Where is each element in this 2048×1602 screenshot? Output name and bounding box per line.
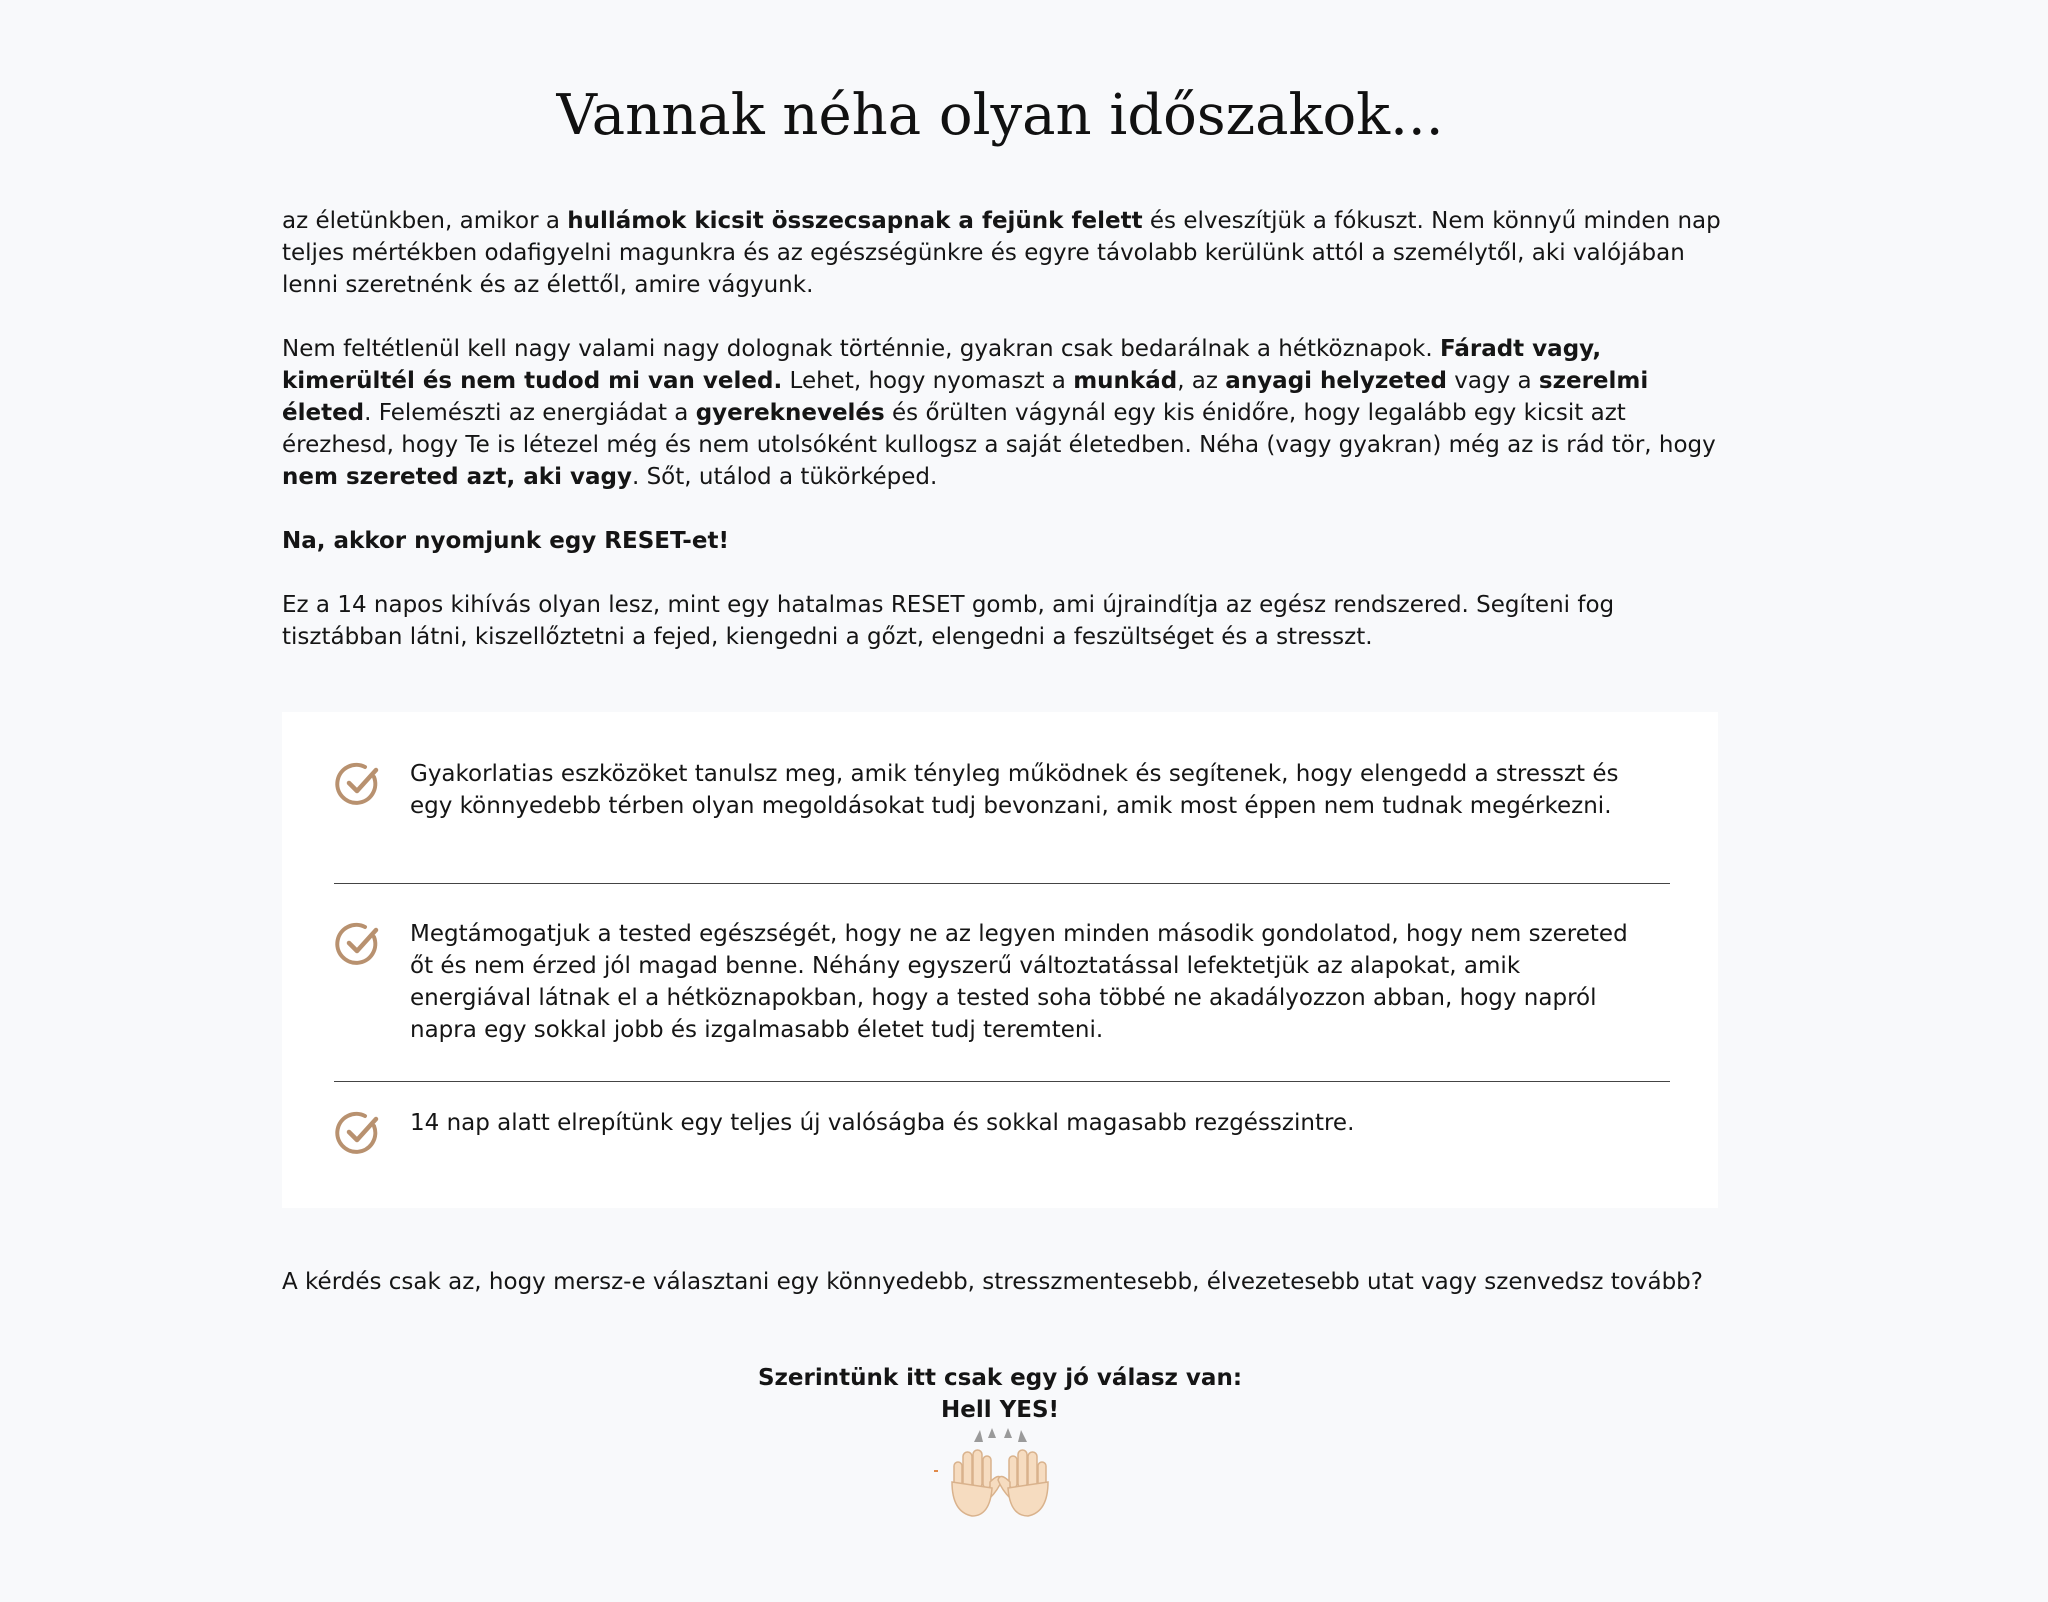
intro-paragraph-2 [282,333,1722,493]
answer-line-1: Szerintünk itt csak egy jó válasz van: [757,1365,1243,1391]
intro-text [282,205,1722,685]
text-span: vagy a [1446,368,1539,394]
bold-span: Fáradt vagy, kimerültél és nem tudod mi van veled. [282,336,1602,394]
intro-paragraph-1 [282,205,1722,301]
bold-span: Na, akkor nyomjunk egy RESET-et! [282,528,729,554]
bold-span: anyagi helyzeted [1225,368,1447,394]
bold-span: munkád [1073,368,1178,394]
text-span: Lehet, hogy nyomaszt a [782,368,1074,394]
benefits-card [282,712,1718,1208]
text-span: az életünkben, amikor a [282,208,568,234]
intro-paragraph-4: Ez a 14 napos kihívás olyan lesz, mint egy hatalmas RESET gomb, ami újraindítja az egész rendszered. Segíteni fog tisztábban látni, kiszellőztetni a fejed, kiengedni a gőzt, elengedni a feszültséget és a stresszt. [282,592,1615,650]
bold-span: szerelmi életed [282,368,1649,426]
benefit-item [334,918,1670,1046]
answer-block [0,1362,2000,1426]
check-circle-icon [334,920,382,968]
intro-paragraph-3 [282,525,1722,557]
text-span: és elveszítjük a fókuszt. Nem könnyű minden nap teljes mértékben odafigyelni magunkra és az egészségünkre és egyre távolabb kerülünk attól a személytől, aki valójában lenni szeretnénk és az élettől, amire vágyunk. [282,208,1721,298]
check-circle-icon [334,1109,382,1157]
benefit-text: 14 nap alatt elrepítünk egy teljes új valóságba és sokkal magasabb rezgésszintre. [410,1110,1355,1136]
answer-line-2: Hell YES! [940,1397,1060,1423]
check-circle-icon [334,760,382,808]
divider [334,1081,1670,1082]
text-span: és őrülten vágynál egy kis énidőre, hogy legalább egy kicsit azt érezhesd, hogy Te is létezel még és nem utolsóként kullogsz a saját életedben. Néha (vagy gyakran) még az is rád tör, hogy [282,400,1716,458]
raising-hands-emoji [930,1426,1070,1522]
bold-span: hullámok kicsit összecsapnak a fejünk felett [567,208,1143,234]
bold-span: gyereknevelés [695,400,885,426]
benefit-text: Gyakorlatias eszközöket tanulsz meg, amik tényleg működnek és segítenek, hogy elengedd a stresszt és egy könnyedebb térben olyan megoldásokat tudj bevonzani, amik most éppen nem tudnak megérkezni. [410,761,1619,819]
benefit-item [334,1107,1670,1157]
benefit-item [334,758,1670,822]
page-title: Vannak néha olyan időszakok... [556,83,1444,148]
text-span: , az [1177,368,1226,394]
text-span: Nem feltétlenül kell nagy valami nagy dolognak történnie, gyakran csak bedarálnak a hétköznapok. [282,336,1440,362]
benefit-text: Megtámogatjuk a tested egészségét, hogy ne az legyen minden második gondolatod, hogy nem szereted őt és nem érzed jól magad benne. Néhány egyszerű változtatással lefektetjük az alapokat, amik energiával látnak el a hétköznapokban, hogy a tested soha többé ne akadályozzon abban, hogy napról napra egy sokkal jobb és izgalmasabb életet tudj teremteni. [410,921,1628,1043]
text-span: . Sőt, utálod a tükörképed. [631,464,938,490]
outro-text: A kérdés csak az, hogy mersz-e választani egy könnyedebb, stresszmentesebb, élvezetesebb utat vagy szenvedsz tovább? [282,1269,1703,1295]
bold-span: nem szereted azt, aki vagy [282,464,632,490]
divider [334,883,1670,884]
text-span: . Felemészti az energiádat a [364,400,696,426]
